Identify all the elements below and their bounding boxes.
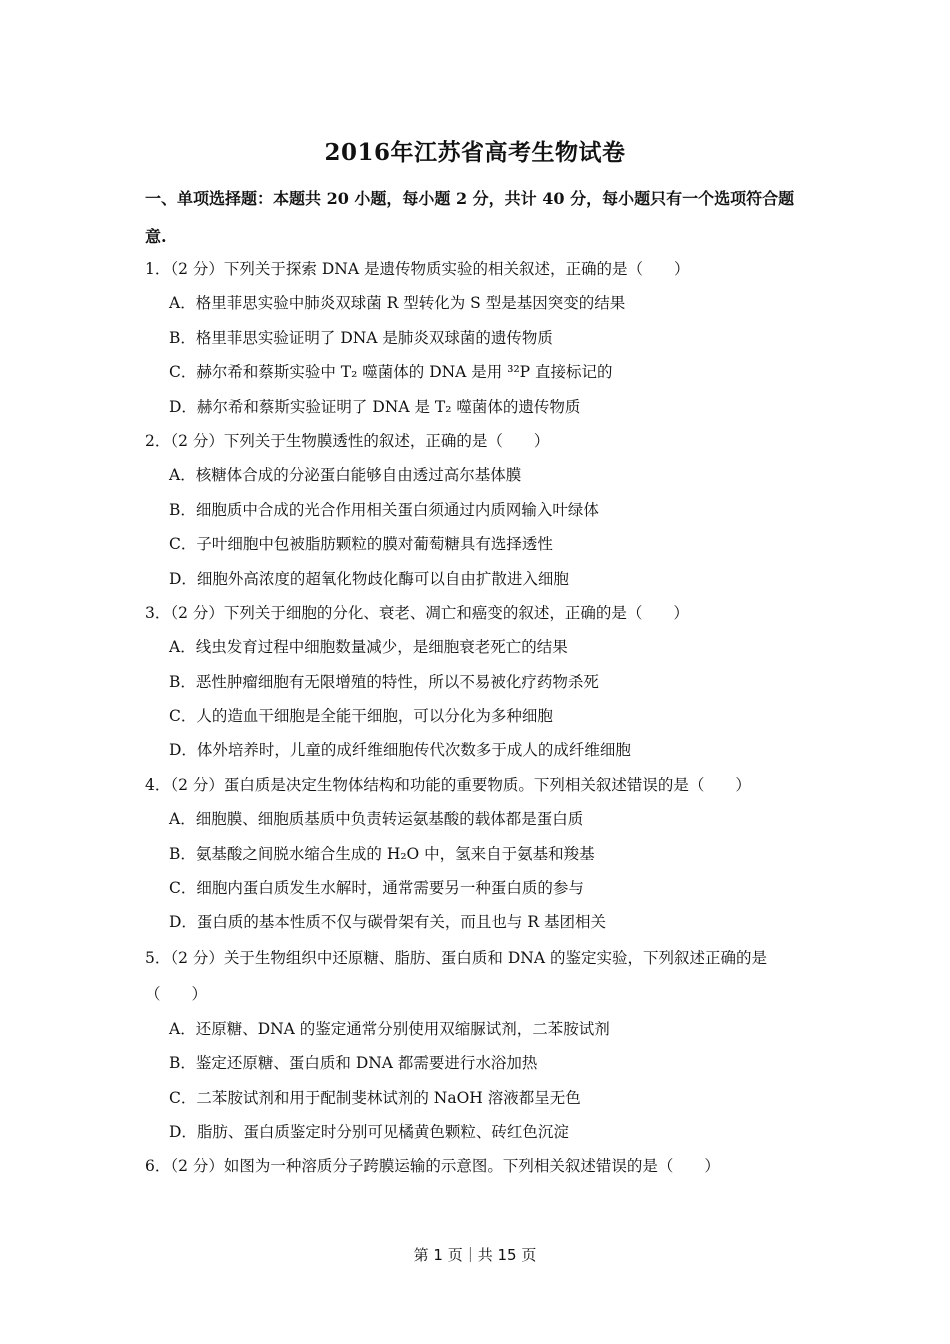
question-6	[145, 1149, 825, 1183]
option-a: A．线虫发育过程中细胞数量减少，是细胞衰老死亡的结果	[169, 638, 568, 657]
option-a: A．核糖体合成的分泌蛋白能够自由透过高尔基体膜	[169, 466, 522, 485]
question-list	[145, 252, 825, 1184]
option-b: B．格里菲思实验证明了 DNA 是肺炎双球菌的遗传物质	[169, 328, 553, 347]
option-a: A．还原糖、DNA 的鉴定通常分别使用双缩脲试剂，二苯胺试剂	[169, 1019, 610, 1038]
option-b: B．细胞质中合成的光合作用相关蛋白须通过内质网输入叶绿体	[169, 500, 599, 519]
option-c: C．二苯胺试剂和用于配制斐林试剂的 NaOH 溶液都呈无色	[169, 1088, 581, 1107]
option-d: D．赫尔希和蔡斯实验证明了 DNA 是 T₂ 噬菌体的遗传物质	[169, 397, 581, 416]
question-stem: 1．（2 分）下列关于探索 DNA 是遗传物质实验的相关叙述，正确的是（ ）	[145, 260, 690, 278]
option-a: A．细胞膜、细胞质基质中负责转运氨基酸的载体都是蛋白质	[169, 810, 584, 829]
question-stem: 3．（2 分）下列关于细胞的分化、衰老、凋亡和癌变的叙述，正确的是（ ）	[145, 603, 689, 622]
option-c: C．赫尔希和蔡斯实验中 T₂ 噬菌体的 DNA 是用 ³²P 直接标记的	[169, 363, 613, 382]
page-title: 2016年江苏省高考生物试卷	[324, 139, 626, 166]
option-b: B．氨基酸之间脱水缩合生成的 H₂O 中，氢来自于氨基和羧基	[169, 844, 595, 863]
option-b: B．恶性肿瘤细胞有无限增殖的特性，所以不易被化疗药物杀死	[169, 672, 599, 691]
question-stem: 6．（2 分）如图为一种溶质分子跨膜运输的示意图。下列相关叙述错误的是（ ）	[145, 1157, 720, 1176]
question-4	[145, 768, 825, 940]
question-1	[145, 252, 825, 424]
option-c: C．子叶细胞中包被脂肪颗粒的膜对葡萄糖具有选择透性	[169, 535, 553, 554]
option-d: D．蛋白质的基本性质不仅与碳骨架有关，而且也与 R 基团相关	[169, 913, 606, 932]
section-heading: 一、单项选择题：本题共 20 小题，每小题 2 分，共计 40 分，每小题只有一个选项符合题意.	[145, 189, 795, 246]
question-5	[145, 940, 825, 1150]
question-stem: 5．（2 分）关于生物组织中还原糖、脂肪、蛋白质和 DNA 的鉴定实验，下列叙述正确的是（ ）	[145, 948, 767, 1003]
option-c: C．人的造血干细胞是全能干细胞，可以分化为多种细胞	[169, 707, 553, 726]
question-stem: 4．（2 分）蛋白质是决定生物体结构和功能的重要物质。下列相关叙述错误的是（ ）	[145, 775, 751, 794]
option-a: A．格里菲思实验中肺炎双球菌 R 型转化为 S 型是基因突变的结果	[169, 294, 626, 313]
option-c: C．细胞内蛋白质发生水解时，通常需要另一种蛋白质的参与	[169, 879, 584, 898]
option-d: D．脂肪、蛋白质鉴定时分别可见橘黄色颗粒、砖红色沉淀	[169, 1122, 569, 1141]
page-footer: 第 1 页｜共 15 页	[413, 1246, 537, 1264]
question-stem: 2．（2 分）下列关于生物膜透性的叙述，正确的是（ ）	[145, 431, 550, 450]
option-b: B．鉴定还原糖、蛋白质和 DNA 都需要进行水浴加热	[169, 1054, 538, 1073]
option-d: D．体外培养时，儿童的成纤维细胞传代次数多于成人的成纤维细胞	[169, 741, 631, 760]
question-2	[145, 424, 825, 596]
option-d: D．细胞外高浓度的超氧化物歧化酶可以自由扩散进入细胞	[169, 569, 569, 588]
question-3	[145, 596, 825, 768]
